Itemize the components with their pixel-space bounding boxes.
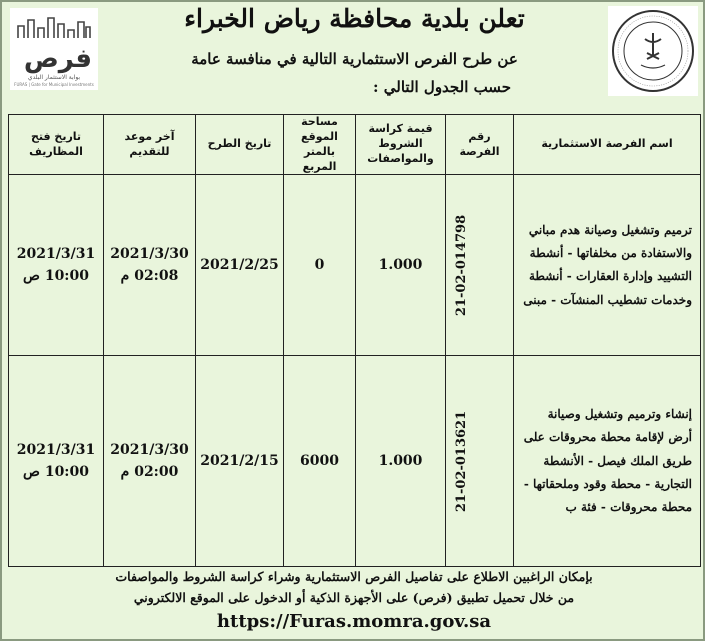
website-link[interactable]: https://Furas.momra.gov.sa [216,611,492,632]
cell-offer-date: 2021/2/25 [196,175,284,356]
cell-number [446,175,514,356]
cell-opening [9,356,104,567]
cell-deadline [104,175,196,356]
cell-name: إنشاء وترميم وتشغيل وصيانة أرض لإقامة محطة محروقات على طريق الملك فيصل - الأنشطة التجارية - محطة وقود وملحقاتها - محطة محروقات - فئة ب [514,356,701,567]
header-area: مساحة الموقع بالمتر المربع [284,115,356,175]
header-offer-date: تاريخ الطرح [196,115,284,175]
header-name: اسم الفرصة الاستثمارية [514,115,701,175]
cell-deadline [104,356,196,567]
cell-area: 0 [284,175,356,356]
skyline-icon [16,16,92,40]
header-opening: تاريخ فتح المظاريف [9,115,104,175]
cell-price: 1.000 [356,175,446,356]
furas-english: FURAS | Gate for Municipal Investments [14,82,94,87]
opportunity-number: 21-02-014798 [453,215,469,317]
cell-opening [9,175,104,356]
opening-date: 2021/3/31 [16,442,96,459]
table-header-row [9,115,701,175]
ministry-seal-logo [608,6,698,96]
deadline-date: 2021/3/30 [110,442,189,459]
page-title: تعلن بلدية محافظة رياض الخبراء [184,4,525,33]
opportunity-number: 21-02-013621 [453,411,469,513]
header-number: رقم الفرصة [446,115,514,175]
opportunities-table [8,114,701,567]
deadline-time: 02:00 م [120,464,179,481]
deadline-date: 2021/3/30 [110,246,189,263]
footer [8,566,700,636]
header-deadline: آخر موعد للتقديم [104,115,196,175]
ministry-seal-icon [611,9,695,93]
deadline-time: 02:08 م [120,268,179,285]
cell-area: 6000 [284,356,356,567]
table-row [9,356,701,567]
furas-subtitle: بوابة الاستثمار البلدي [27,74,81,81]
cell-name: ترميم وتشغيل وصيانة هدم مباني والاستفادة من مخلفاتها - أنشطة التشييد وإدارة العقارات - أنشطة وخدمات تشطيب المنشآت - مبنى [514,175,701,356]
cell-price: 1.000 [356,356,446,567]
page-subtitle: عن طرح الفرص الاستثمارية التالية في منافسة عامة [191,50,518,68]
footer-line-2: من خلال تحميل تطبيق (فرص) على الأجهزة الذكية أو الدخول على الموقع الالكتروني [133,590,575,605]
table-row [9,175,701,356]
opening-time: 10:00 ص [23,464,89,481]
furas-logo [10,8,98,90]
furas-wordmark: فرص [23,44,92,74]
opening-date: 2021/3/31 [16,246,96,263]
schedule-caption: حسب الجدول التالي : [373,78,511,96]
header-price: قيمة كراسة الشروط والمواصفات [356,115,446,175]
cell-offer-date: 2021/2/15 [196,356,284,567]
opening-time: 10:00 ص [23,268,89,285]
footer-line-1: بإمكان الراغبين الاطلاع على تفاصيل الفرص الاستثمارية وشراء كراسة الشروط والمواصفات [115,569,593,584]
cell-number [446,356,514,567]
